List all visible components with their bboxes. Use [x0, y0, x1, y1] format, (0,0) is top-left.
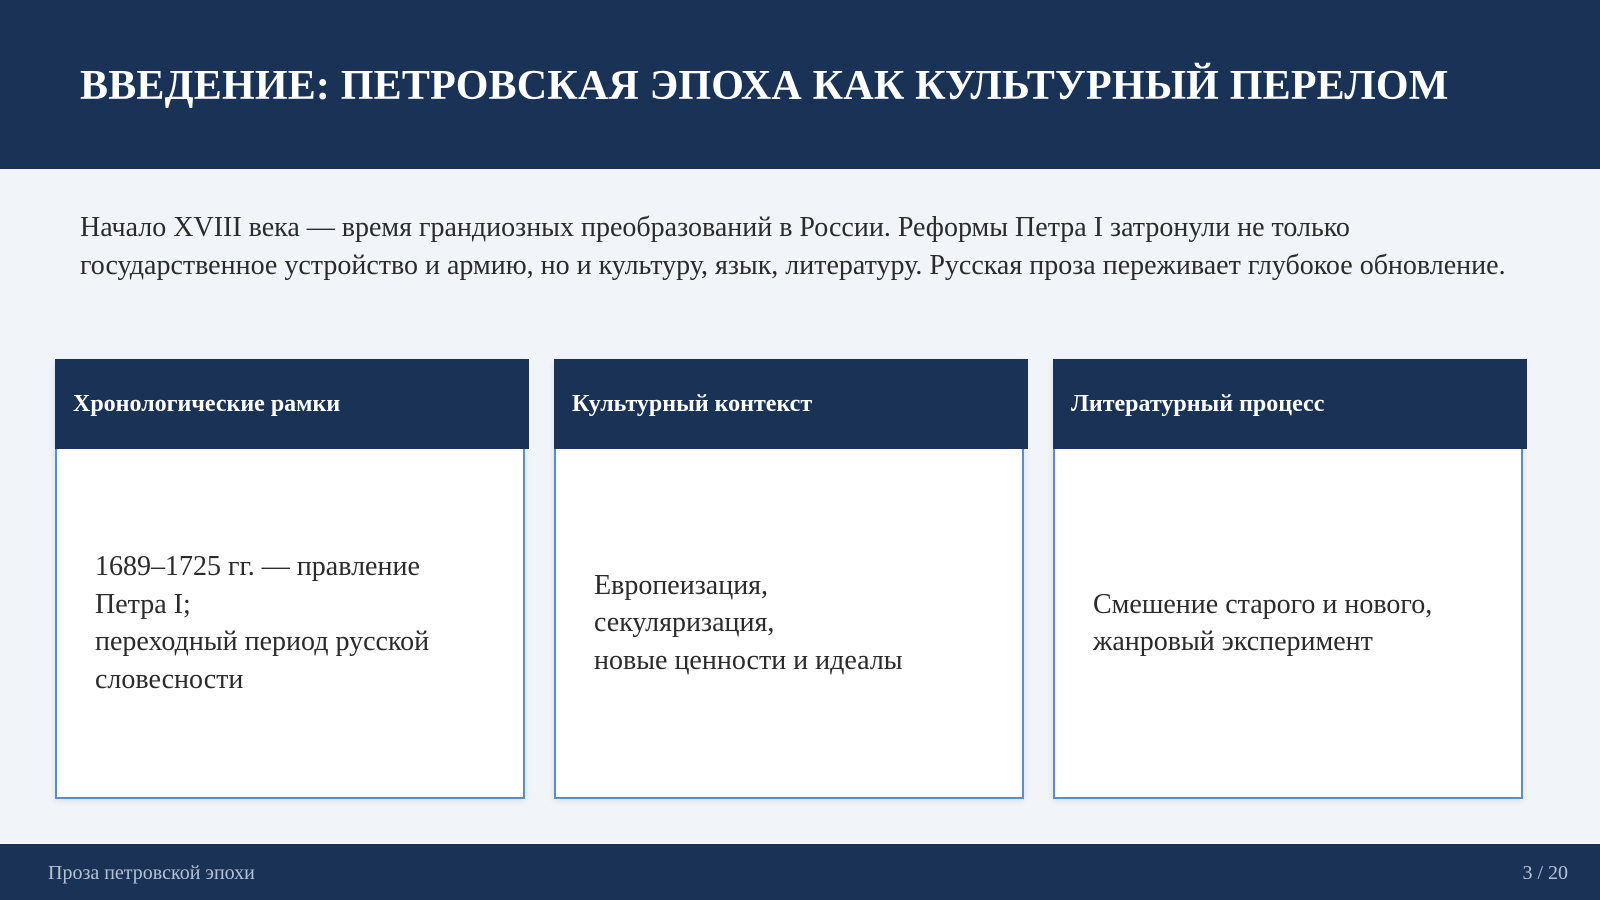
card-chronology: [55, 359, 525, 799]
page-number: 3 / 20: [1522, 862, 1568, 884]
intro-paragraph: Начало XVIII века — время грандиозных преобразований в России. Реформы Петра I затронули не только государственное устройство и армию, но и культуру, язык, литературу. Русская проза переживает глубокое обновление.: [80, 212, 1506, 281]
card-title: Хронологические рамки: [73, 391, 341, 417]
card-header: [554, 359, 1028, 449]
slide-header: [0, 0, 1600, 169]
card-line: Смешение старого и нового,: [1093, 588, 1433, 620]
slide-footer: [0, 844, 1600, 900]
card-line: секуляризация,: [594, 607, 775, 639]
card-line: Европеизация,: [594, 569, 769, 601]
card-header: [1053, 359, 1527, 449]
card-cultural-context: [554, 359, 1024, 799]
card-line: жанровый эксперимент: [1093, 626, 1373, 657]
presentation-title: Проза петровской эпохи: [48, 862, 255, 884]
card-body: [594, 449, 992, 797]
card-literary-process: [1053, 359, 1523, 799]
card-body: [95, 449, 493, 797]
card-line: 1689–1725 гг. — правление Петра I;: [95, 551, 420, 620]
card-title: Культурный контекст: [572, 391, 813, 417]
slide-title: ВВЕДЕНИЕ: ПЕТРОВСКАЯ ЭПОХА КАК КУЛЬТУРНЫЙ ПЕРЕЛОМ: [80, 63, 1449, 109]
card-header: [55, 359, 529, 449]
card-body: [1093, 449, 1491, 797]
card-line: новые ценности и идеалы: [594, 644, 903, 676]
card-line: переходный период русской словесности: [95, 626, 430, 695]
card-title: Литературный процесс: [1071, 391, 1325, 417]
